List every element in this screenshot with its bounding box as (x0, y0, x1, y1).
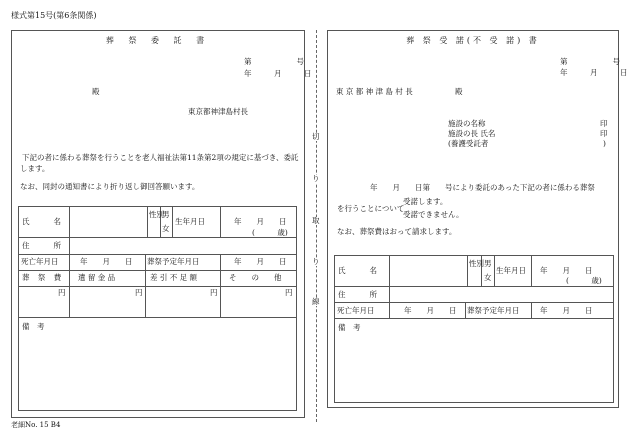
shortfall-label: 差 引 不 足 額 (150, 273, 198, 282)
birth-date-value: 年 月 日 (234, 217, 287, 226)
sex-label: 性別 (469, 259, 484, 268)
guardian-label: (養護受託者 (448, 139, 489, 148)
yen-unit: 円 (210, 288, 218, 297)
billing-note: なお、葬祭費はおって請求します。 (337, 227, 457, 236)
seal-mark: 印 (600, 119, 608, 128)
yen-unit: 円 (135, 288, 143, 297)
document-date: 年 月 日 (560, 68, 628, 77)
death-date-label: 死亡年月日 (21, 257, 59, 266)
address-label: 住 所 (338, 290, 380, 299)
remarks-label: 備 考 (22, 322, 45, 331)
form-number: 様式第15号(第6条関係) (11, 11, 97, 20)
yen-unit: 円 (58, 288, 66, 297)
acceptance-title: 葬 祭 受 諾(不 受 諾) 書 (406, 36, 540, 45)
other-label: そ の 他 (229, 273, 282, 282)
addressee-suffix: 殿 (92, 87, 100, 96)
reject-option: 受諾できません。 (403, 210, 464, 219)
cut-line-label: 切 (312, 132, 320, 141)
accept-prefix: を行うことについて (337, 204, 405, 213)
sex-male: 男 (484, 259, 492, 268)
birth-date-value: 年 月 日 (540, 266, 593, 275)
reply-request-note: なお、同封の通知書により折り返し御回答願います。 (20, 182, 200, 191)
address-label: 住 所 (22, 241, 64, 250)
death-date-value: 年 月 日 (80, 257, 133, 266)
document-number: 第 号 (560, 57, 620, 66)
name-label: 氏 名 (22, 217, 64, 226)
entrustment-paragraph: 下記の者に係わる葬祭を行うことを老人福祉法第11条第2項の規定に基づき、委託します。 (20, 153, 299, 173)
age-value: ( 歳) (252, 228, 288, 237)
close-paren: ) (603, 139, 606, 148)
death-date-value: 年 月 日 (404, 306, 457, 315)
name-label: 氏 名 (338, 266, 380, 275)
death-date-label: 死亡年月日 (337, 306, 375, 315)
sender-name: 東京都神津島村長 (188, 107, 248, 116)
addressee-name: 東 京 都 神 津 島 村 長 (336, 87, 413, 96)
document-number: 第 号 (244, 57, 304, 66)
birth-date-label: 生年月日 (175, 217, 205, 226)
document-date: 年 月 日 (244, 69, 312, 78)
funeral-date-value: 年 月 日 (234, 257, 287, 266)
addressee-suffix: 殿 (455, 87, 463, 96)
accept-option: 受諾します。 (403, 197, 448, 206)
cut-line (316, 30, 317, 422)
funeral-date-label: 葬祭予定年月日 (147, 257, 200, 266)
yen-unit: 円 (285, 288, 293, 297)
remarks-label: 備 考 (338, 323, 361, 332)
birth-date-label: 生年月日 (496, 266, 526, 275)
facility-name-label: 施設の名称 (448, 119, 486, 128)
sex-female: 女 (484, 273, 492, 282)
funeral-date-label: 葬祭予定年月日 (467, 306, 520, 315)
sex-male: 男 (162, 210, 170, 219)
funeral-date-value: 年 月 日 (540, 306, 593, 315)
cut-line-label: 取 (312, 216, 320, 225)
reference-line: 年 月 日第 号により委託のあった下記の者に係わる葬祭 (370, 183, 595, 192)
seal-mark: 印 (600, 129, 608, 138)
facility-head-label: 施設の長 氏名 (448, 129, 496, 138)
age-value: ( 歳) (566, 276, 602, 285)
cut-line-label: り (312, 174, 320, 183)
sex-female: 女 (162, 224, 170, 233)
cut-line-label: り (312, 257, 320, 266)
form-footer: 老細No. 15 B4 (11, 421, 61, 429)
entrustment-title: 葬 祭 委 託 書 (105, 36, 211, 45)
funeral-cost-label: 葬 祭 費 (22, 273, 65, 282)
sex-label: 性別 (149, 210, 164, 219)
cut-line-label: 線 (312, 297, 320, 306)
estate-label: 遺 留 金 品 (78, 273, 116, 282)
